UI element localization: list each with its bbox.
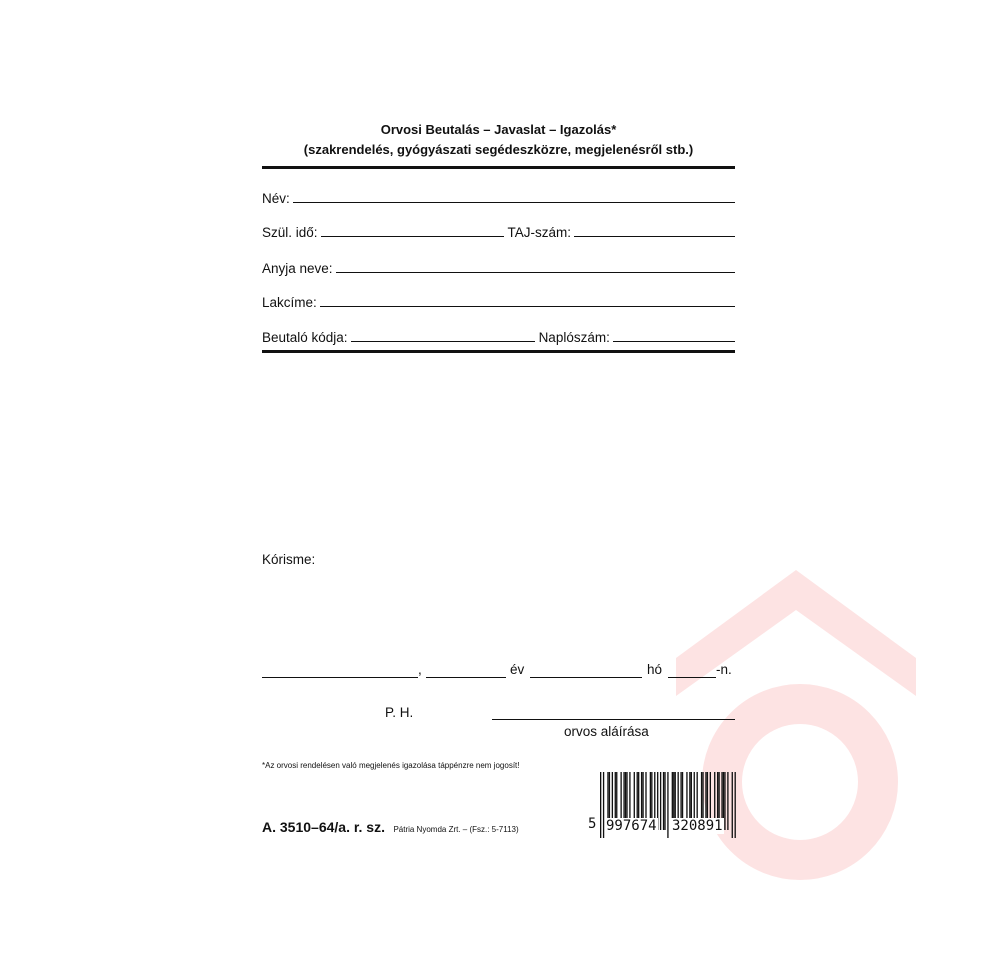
day-field[interactable] [668, 677, 716, 678]
referrer-code-label: Beutaló kódja: [262, 330, 348, 345]
watermark-ring-shape [722, 704, 878, 860]
referrer-row [262, 325, 735, 345]
signature-field[interactable] [492, 719, 735, 720]
barcode-bar [660, 772, 661, 830]
place-field[interactable] [262, 677, 418, 678]
form-code: A. 3510–64/a. r. sz. [262, 819, 385, 835]
printer-info: Pátria Nyomda Zrt. – (Fsz.: 5-7113) [393, 825, 519, 834]
form-title: Orvosi Beutalás – Javaslat – Igazolás* [380, 122, 617, 137]
taj-field[interactable] [574, 235, 735, 237]
date-comma: , [418, 662, 422, 677]
name-field[interactable] [293, 201, 735, 203]
barcode-bar [667, 772, 668, 838]
form-subtitle: (szakrendelés, gyógyászati segédeszközre, megjelenésről stb.) [303, 142, 694, 157]
barcode-bar [735, 772, 736, 838]
footnote: *Az orvosi rendelésen való megjelenés igazolása táppénzre nem jogosít! [262, 761, 520, 770]
barcode-right-digits: 320891 [672, 818, 723, 834]
mother-name-label: Anyja neve: [262, 261, 333, 276]
barcode [588, 772, 738, 840]
month-field[interactable] [530, 677, 642, 678]
barcode-bar [663, 772, 664, 830]
month-label: hó [647, 662, 663, 677]
barcode-bar [600, 772, 601, 838]
log-number-field[interactable] [613, 340, 735, 342]
mother-name-field[interactable] [336, 271, 735, 273]
address-field[interactable] [320, 305, 735, 307]
address-label: Lakcíme: [262, 295, 317, 310]
signature-label: orvos aláírása [564, 724, 649, 739]
stamp-label: P. H. [385, 705, 414, 720]
barcode-bar [732, 772, 733, 838]
birth-date-field[interactable] [321, 235, 504, 237]
birth-date-label: Szül. idő: [262, 225, 318, 240]
form-code-line [262, 819, 519, 837]
log-number-label: Naplószám: [538, 330, 610, 345]
year-field[interactable] [426, 677, 506, 678]
barcode-bar [664, 772, 665, 830]
header-rule [262, 166, 735, 169]
address-row [262, 290, 735, 310]
diagnosis-label: Kórisme: [262, 552, 316, 567]
year-label: év [510, 662, 525, 677]
name-label: Név: [262, 191, 290, 206]
form-header [262, 120, 735, 160]
barcode-bar [727, 772, 728, 830]
barcode-left-digits: 997674 [606, 818, 657, 834]
mother-name-row [262, 256, 735, 276]
birth-taj-row [262, 220, 735, 240]
barcode-bar [724, 772, 725, 830]
taj-label: TAJ-szám: [507, 225, 572, 240]
referrer-code-field[interactable] [351, 340, 535, 342]
fields-bottom-rule [262, 350, 735, 353]
day-suffix: -n. [716, 662, 732, 677]
watermark-logo [676, 570, 916, 888]
name-row [262, 186, 735, 206]
barcode-first-digit: 5 [588, 816, 597, 832]
